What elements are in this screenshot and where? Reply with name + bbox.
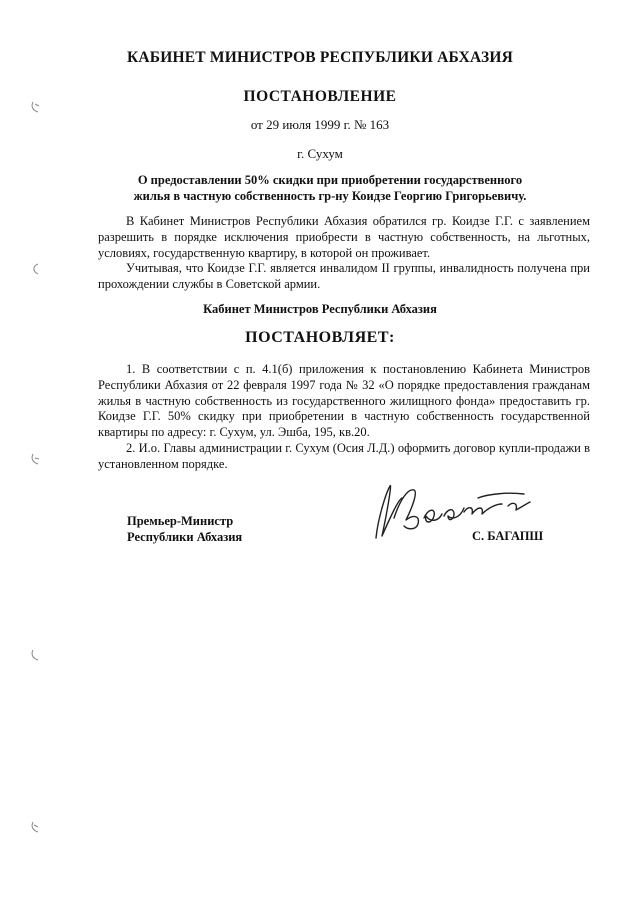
margin-mark-icon [30, 452, 42, 466]
document-type: ПОСТАНОВЛЕНИЕ [243, 88, 397, 105]
resolution-item: 1. В соответствии с п. 4.1(б) приложения к постановлению Кабинета Министров Республики Абхазия от 22 февраля 1997 года № 32 «О порядке предоставления гражданам жилья в частную собственность из государственного жилищного фонда» предоставить гр. Коидзе Г.Г. 50% скидку при приобретении в частную собственность государственной квартиры по адресу: г. Сухум, ул. Эшба, 195, кв.20. [98, 362, 590, 440]
cabinet-line: Кабинет Министров Республики Абхазия [203, 302, 437, 316]
margin-mark-icon [30, 262, 42, 276]
margin-mark-icon [30, 100, 42, 114]
preamble-paragraph: В Кабинет Министров Республики Абхазия обратился гр. Коидзе Г.Г. с заявлением разрешить в порядке исключения приобрести в частную собственность, на льготных, условиях, государственную квартиру, в которой он проживает. [98, 214, 590, 260]
preamble [98, 214, 590, 293]
signatory-title-line: Премьер-Министр [127, 514, 234, 528]
resolves-heading: ПОСТАНОВЛЯЕТ: [245, 329, 395, 346]
signatory-title-line: Республики Абхазия [127, 530, 243, 544]
signatory-title [127, 513, 242, 545]
city-line: г. Сухум [297, 146, 343, 161]
margin-mark-icon [30, 648, 42, 662]
signatory-name: С. БАГАПШ [472, 529, 544, 543]
organization-header: КАБИНЕТ МИНИСТРОВ РЕСПУБЛИКИ АБХАЗИЯ [126, 49, 514, 66]
document-subject: О предоставлении 50% скидки при приобретении государственного жилья в частную собственность гр-ну Коидзе Георгию Григорьевичу. [133, 173, 527, 203]
resolution-item: 2. И.о. Главы администрации г. Сухум (Осия Л.Д.) оформить договор купли-продажи в установленном порядке. [98, 440, 590, 471]
resolution-items [98, 362, 590, 473]
preamble-paragraph: Учитывая, что Коидзе Г.Г. является инвалидом II группы, инвалидность получена при прохождении службы в Советской армии. [98, 261, 590, 292]
date-line: от 29 июля 1999 г. № 163 [250, 117, 390, 132]
margin-mark-icon [30, 820, 42, 834]
